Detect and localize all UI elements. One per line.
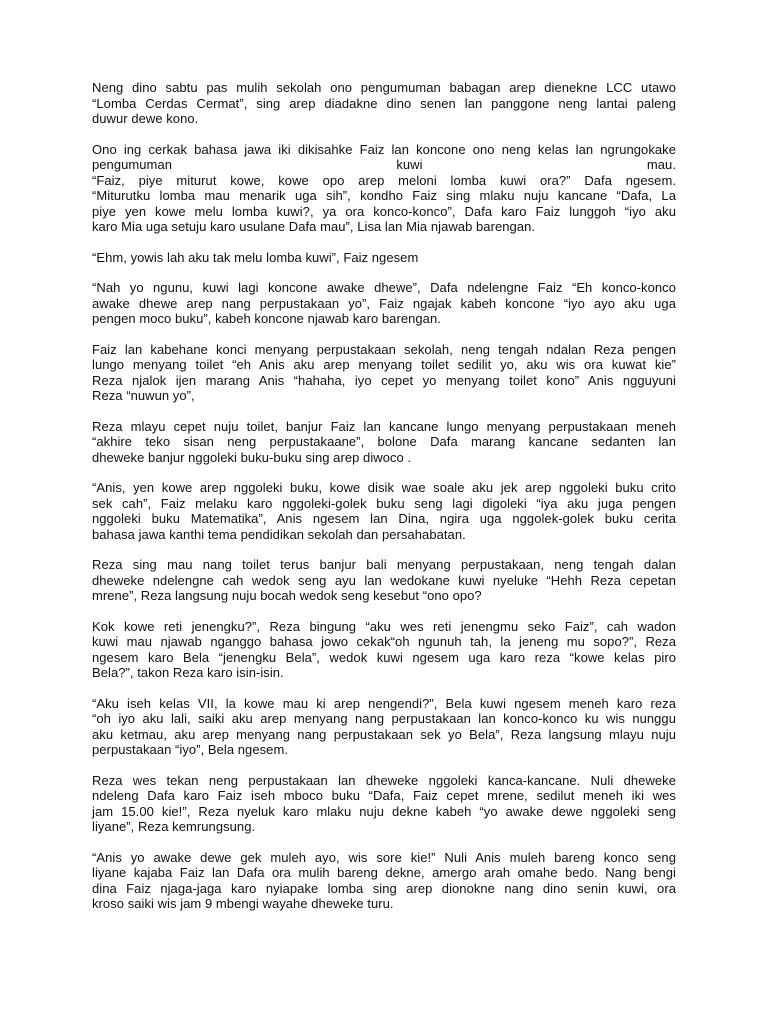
text-line: ngesem karo Bela “jenengku Bela”, wedok kuwi ngesem uga karo reza “kowe kelas piro [92, 649, 676, 665]
paragraph [92, 342, 676, 404]
text-line: Ono ing cerkak bahasa jawa iki dikisahke Faiz lan koncone ono neng kelas lan ngrungokake [92, 141, 676, 157]
text-line: kroso saiki wis jam 9 mbengi wayahe dheweke turu. [92, 896, 394, 911]
text-line: Reza mlayu cepet nuju toilet, banjur Faiz lan kancane lungo menyang perpustakaan meneh [92, 418, 676, 434]
paragraph [92, 80, 676, 127]
paragraph [92, 142, 676, 235]
paragraph [92, 557, 676, 604]
text-line: liyane kajaba Faiz lan Dafa ora mulih bareng dekne, amergo arah omahe bedo. Nang bengi [92, 865, 676, 880]
text-line: “Nah yo ngunu, kuwi lagi koncone awake dhewe”, Dafa ndelengne Faiz “Eh konco-konco [92, 280, 676, 295]
text-line: kuwi mau njawab nganggo bahasa jowo cekak“oh ngunuh tah, la jeneng mu sopo?”, Reza [92, 634, 676, 649]
text-line: lungo menyang toilet “eh Anis aku arep menyang toilet sedilit yo, aku wis ora kuwat kie” [92, 357, 676, 372]
text-line: Bela?”, takon Reza karo isin-isin. [92, 665, 284, 680]
text-line: “Faiz, piye miturut kowe, kowe opo arep meloni lomba kuwi ora?” Dafa ngesem. [92, 172, 676, 188]
paragraph [92, 280, 676, 327]
text-line: Reza sing mau nang toilet terus banjur bali menyang perpustakaan, neng tengah dalan [92, 557, 676, 572]
text-line: Reza “nuwun yo”, [92, 388, 195, 403]
text-line: nggoleki buku Matematika”, Anis ngesem lan Dina, ngira uga nggolek-golek buku cerita [92, 511, 676, 526]
paragraph [92, 696, 676, 758]
text-line: “Aku iseh kelas VII, la kowe mau ki arep nengendi?”, Bela kuwi ngesem meneh karo reza [92, 695, 676, 711]
text-line: awake dhewe arep nang perpustakaan yo”, Faiz ngajak kabeh koncone “iyo ayo aku uga [92, 295, 676, 311]
paragraph [92, 480, 676, 542]
text-line: jam 15.00 kie!”, Reza nyeluk karo mlaku nuju dekne kabeh “yo awake dewe nggoleki seng [92, 803, 676, 819]
text-line: Neng dino sabtu pas mulih sekolah ono pengumuman babagan arep dienekne LCC utawo [92, 80, 676, 95]
text-line: Reza wes tekan neng perpustakaan lan dheweke nggoleki kanca-kancane. Nuli dheweke [92, 772, 676, 788]
text-line: karo Mia uga setuju karo usulane Dafa mau”, Lisa lan Mia njawab barengan. [92, 219, 536, 234]
text-line: bahasa jawa kanthi tema pendidikan sekolah dan persahabatan. [92, 526, 466, 542]
text-line: “Miturutku lomba mau menarik uga sih”, kondho Faiz sing mlaku nuju kancane “Dafa, La [92, 188, 676, 203]
document-body [92, 80, 676, 927]
text-line: Faiz lan kabehane konci menyang perpustakaan sekolah, neng tengah ndalan Reza pengen [92, 341, 676, 357]
text-line: pengen moco buku”, kabeh koncone njawab karo barengan. [92, 311, 441, 326]
paragraph [92, 619, 676, 681]
text-line: dina Faiz njaga-jaga karo nyiapake lomba sing arep dionokne nang dino senin kuwi, ora [92, 880, 676, 896]
text-line: aku ketmau, aku arep menyang nang perpustakaan sek yo Bela”, Reza langsung mlayu nuju [92, 726, 676, 742]
text-line: liyane”, Reza kemrungsung. [92, 819, 256, 834]
text-line: Reza njalok ijen marang Anis “hahaha, iyo cepet yo menyang toilet kono” Anis ngguyuni [92, 372, 676, 388]
text-line: dheweke banjur nggoleki buku-buku sing arep diwoco . [92, 449, 412, 465]
text-line: “oh iyo aku lali, saiki aku arep menyang nang perpustakaan lan konco-konco ku wis nunggu [92, 711, 676, 726]
text-line: ndeleng Dafa karo Faiz iseh mboco buku “Dafa, Faiz cepet mrene, sedilut meneh iki wes [92, 788, 676, 803]
paragraph [92, 773, 676, 835]
text-line: “akhire teko sisan neng perpustakaane”, bolone Dafa marang kancane sedanten lan [92, 434, 676, 449]
text-line: “Anis yo awake dewe gek muleh ayo, wis sore kie!” Nuli Anis muleh bareng konco seng [92, 849, 676, 865]
text-line: “Ehm, yowis lah aku tak melu lomba kuwi”, Faiz ngesem [92, 249, 419, 265]
text-line: dheweke ndelengne cah wedok seng ayu lan wedokane kuwi nyeluke “Hehh Reza cepetan [92, 572, 676, 588]
paragraph [92, 250, 676, 266]
text-line: Kok kowe reti jenengku?”, Reza bingung “aku wes reti jenengmu seko Faiz”, cah wadon [92, 618, 676, 634]
paragraph [92, 850, 676, 912]
text-line: “Lomba Cerdas Cermat”, sing arep diadakne dino senen lan panggone neng lantai paleng [92, 95, 676, 111]
text-line: “Anis, yen kowe arep nggoleki buku, kowe disik wae soale aku jek arep nggoleki buku crito [92, 480, 676, 495]
paragraph [92, 419, 676, 466]
text-line: perpustakaan “iyo”, Bela ngesem. [92, 742, 288, 757]
text-line: piye yen kowe melu lomba kuwi?, ya ora konco-konco”, Dafa karo Faiz lunggoh “iyo aku [92, 203, 676, 219]
text-line: duwur dewe kono. [92, 111, 199, 126]
text-line: sek cah”, Faiz melaku karo nggoleki-golek buku seng lagi digoleki “iya aku juga pengen [92, 495, 676, 511]
text-line: mrene”, Reza langsung nuju bocah wedok seng kesebut “ono opo? [92, 588, 482, 603]
text-line: pengumuman kuwi mau. [92, 157, 676, 172]
